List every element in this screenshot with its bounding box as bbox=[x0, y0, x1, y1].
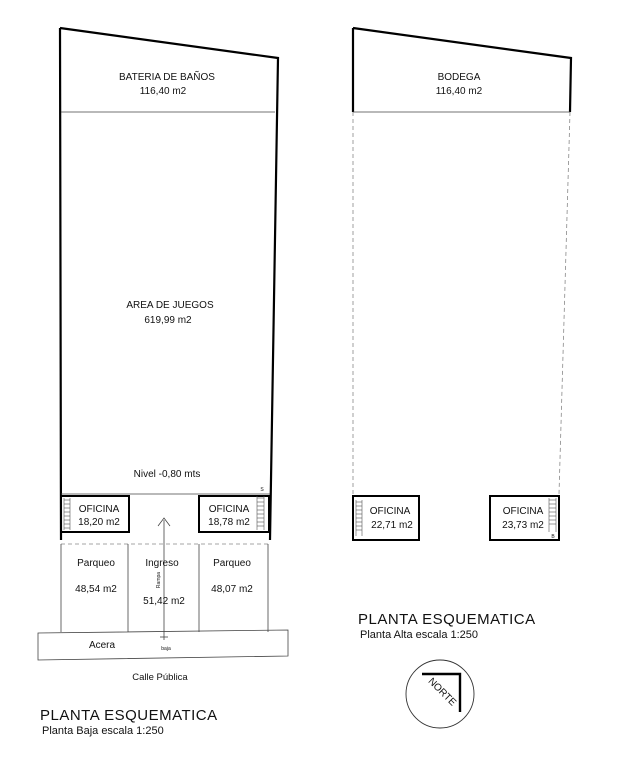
ingreso-label: Ingreso bbox=[145, 558, 179, 569]
nivel-label: Nivel -0,80 mts bbox=[133, 469, 201, 480]
bodega-label: BODEGA bbox=[437, 72, 481, 83]
oficina-right-label: OFICINA bbox=[208, 504, 250, 515]
parqueo-left-area: 48,54 m2 bbox=[75, 584, 117, 595]
baja-label: baja bbox=[161, 646, 171, 652]
north-label: NORTE bbox=[425, 676, 458, 709]
bateria-label: BATERIA DE BAÑOS bbox=[119, 72, 215, 83]
alta-stair-left bbox=[356, 500, 362, 536]
parqueo-left-label: Parqueo bbox=[77, 558, 115, 569]
alta-oficina-left-label: OFICINA bbox=[369, 506, 411, 517]
planta-baja-subtitle: Planta Baja escala 1:250 bbox=[42, 725, 164, 737]
ingreso-area: 51,42 m2 bbox=[143, 596, 185, 607]
planta-baja-title: PLANTA ESQUEMATICA bbox=[40, 707, 218, 724]
alta-oficina-right-area: 23,73 m2 bbox=[502, 520, 544, 531]
planta-baja-outer-wall bbox=[60, 28, 278, 540]
stair-right-mark: S bbox=[260, 487, 264, 493]
planta-baja bbox=[38, 28, 288, 737]
juegos-label: AREA DE JUEGOS bbox=[126, 300, 214, 311]
bateria-area: 116,40 m2 bbox=[139, 86, 187, 97]
planta-alta bbox=[353, 28, 571, 641]
alta-right-dashed-wall bbox=[559, 112, 570, 494]
bodega-area: 116,40 m2 bbox=[435, 86, 483, 97]
parqueo-right-label: Parqueo bbox=[213, 558, 251, 569]
ramp-label: Rampa bbox=[156, 571, 162, 589]
alta-oficina-left-area: 22,71 m2 bbox=[371, 520, 413, 531]
stair-right bbox=[257, 496, 264, 530]
oficina-left-label: OFICINA bbox=[78, 504, 120, 515]
acera-outline bbox=[38, 630, 288, 660]
north-indicator bbox=[406, 660, 474, 728]
alta-oficina-right-label: OFICINA bbox=[502, 506, 544, 517]
oficina-left-area: 18,20 m2 bbox=[78, 517, 120, 528]
acera-label: Acera bbox=[88, 640, 116, 651]
alta-oficina-right-box bbox=[490, 496, 559, 540]
bodega-outline bbox=[353, 28, 571, 112]
stair-left bbox=[64, 498, 70, 530]
planta-alta-title: PLANTA ESQUEMATICA bbox=[358, 611, 536, 628]
alta-stair-mark: B bbox=[551, 534, 555, 540]
alta-stair-right bbox=[549, 498, 556, 532]
oficina-right-area: 18,78 m2 bbox=[208, 517, 250, 528]
calle-label: Calle Pública bbox=[132, 672, 188, 683]
alta-oficina-left-box bbox=[353, 496, 419, 540]
planta-alta-subtitle: Planta Alta escala 1:250 bbox=[360, 629, 479, 641]
parqueo-right-area: 48,07 m2 bbox=[211, 584, 253, 595]
juegos-area: 619,99 m2 bbox=[144, 315, 192, 326]
